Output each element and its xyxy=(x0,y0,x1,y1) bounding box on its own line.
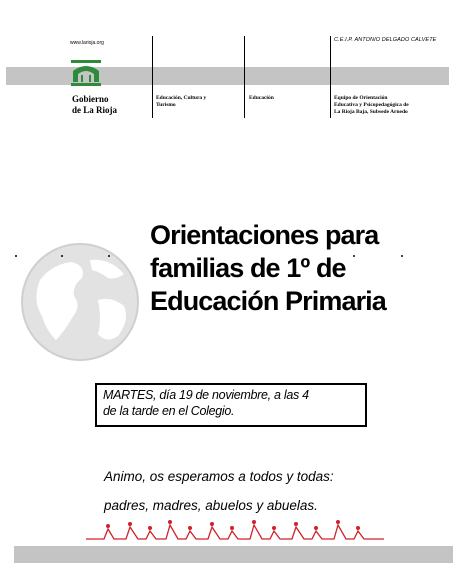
divider-1 xyxy=(152,36,153,118)
invitation-line: Animo, os esperamos a todos y todas: xyxy=(104,469,334,484)
invitation-text xyxy=(104,462,334,520)
announcement-line: de la tarde en el Colegio. xyxy=(103,404,235,418)
divider-3 xyxy=(330,36,331,118)
children-chain-decoration xyxy=(86,515,386,545)
team-line: Equipo de Orientación xyxy=(334,95,388,101)
team-label xyxy=(334,95,409,116)
government-line-1: Gobierno xyxy=(72,94,109,104)
title-line: Orientaciones para xyxy=(150,220,379,250)
footer-band xyxy=(14,546,453,563)
invitation-line: padres, madres, abuelos y abuelas. xyxy=(104,498,318,513)
gobierno-de-la-rioja-logo xyxy=(70,58,102,88)
department-line: Educación, Cultura y xyxy=(156,95,207,101)
team-line: Educativa y Psicopedagógica de xyxy=(334,102,409,108)
school-name: C.E.I.P. ANTONIO DELGADO CALVETE xyxy=(334,37,437,43)
department-line: Turismo xyxy=(156,102,176,108)
government-name xyxy=(72,94,117,116)
page-title xyxy=(150,219,450,318)
announcement-line: MARTES, día 19 de noviembre, a las 4 xyxy=(103,388,309,402)
announcement-box xyxy=(95,383,367,427)
title-line: Educación Primaria xyxy=(150,286,386,316)
section-label: Educación xyxy=(249,95,274,101)
divider-2 xyxy=(244,36,245,118)
website-url: www.larioja.org xyxy=(70,40,104,46)
government-line-2: de La Rioja xyxy=(72,105,117,115)
team-line: La Rioja Baja, Subsede Arnedo xyxy=(334,109,408,115)
department-label xyxy=(156,95,206,109)
title-line: familias de 1º de xyxy=(150,253,346,283)
